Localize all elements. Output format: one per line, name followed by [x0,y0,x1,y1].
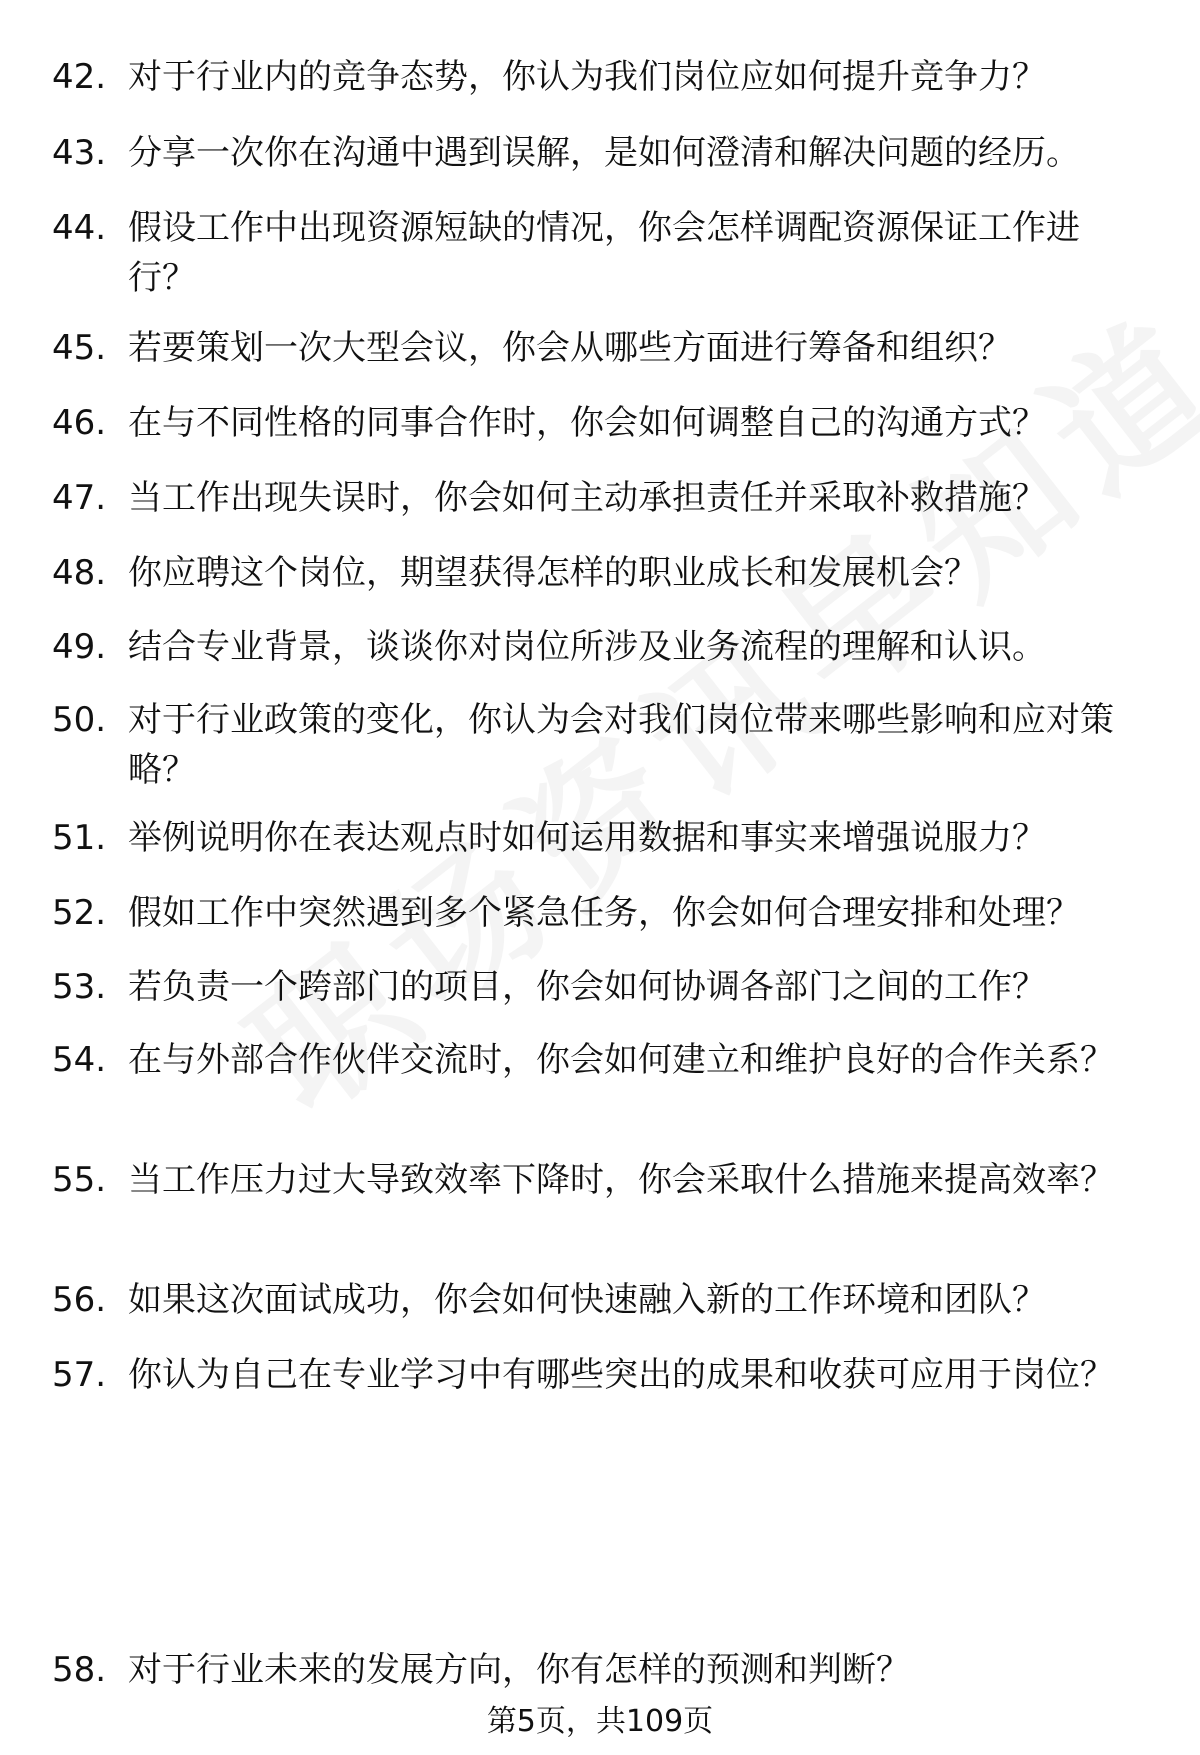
question-number: 56. [52,1280,107,1320]
question-text: 假设工作中出现资源短缺的情况，你会怎样调配资源保证工作进行？ [128,208,1080,298]
question-text: 你应聘这个岗位，期望获得怎样的职业成长和发展机会？ [128,553,978,593]
question-number: 45. [52,328,107,368]
question-number: 46. [52,403,107,443]
question-text: 如果这次面试成功，你会如何快速融入新的工作环境和团队？ [128,1280,1046,1320]
question-number: 47. [52,478,107,518]
question-number: 54. [52,1040,107,1080]
question-number: 51. [52,818,107,858]
question-text: 对于行业未来的发展方向，你有怎样的预测和判断？ [128,1650,910,1690]
question-number: 42. [52,57,107,97]
question-text: 结合专业背景，谈谈你对岗位所涉及业务流程的理解和认识。 [128,627,1046,667]
question-text: 若负责一个跨部门的项目，你会如何协调各部门之间的工作？ [128,967,1046,1007]
question-text: 当工作压力过大导致效率下降时，你会采取什么措施来提高效率？ [128,1160,1114,1200]
question-number: 48. [52,553,107,593]
question-number: 50. [52,700,107,740]
question-number: 43. [52,133,107,173]
question-text: 假如工作中突然遇到多个紧急任务，你会如何合理安排和处理？ [128,893,1080,933]
page-footer: 第5页，共109页 [486,1704,714,1739]
question-text: 分享一次你在沟通中遇到误解，是如何澄清和解决问题的经历。 [128,133,1080,173]
question-number: 53. [52,967,107,1007]
question-number: 55. [52,1160,107,1200]
question-number: 49. [52,627,107,667]
question-number: 44. [52,208,107,248]
question-text: 你认为自己在专业学习中有哪些突出的成果和收获可应用于岗位？ [128,1355,1114,1395]
question-number: 52. [52,893,107,933]
question-text: 若要策划一次大型会议，你会从哪些方面进行筹备和组织？ [128,328,1012,368]
question-number: 58. [52,1650,107,1690]
question-text: 对于行业政策的变化，你认为会对我们岗位带来哪些影响和应对策略？ [128,700,1114,790]
question-number: 57. [52,1355,107,1395]
question-text: 在与不同性格的同事合作时，你会如何调整自己的沟通方式？ [128,403,1046,443]
question-text: 在与外部合作伙伴交流时，你会如何建立和维护良好的合作关系？ [128,1040,1114,1080]
question-text: 对于行业内的竞争态势，你认为我们岗位应如何提升竞争力？ [128,57,1046,97]
question-text: 当工作出现失误时，你会如何主动承担责任并采取补救措施？ [128,478,1046,518]
question-text: 举例说明你在表达观点时如何运用数据和事实来增强说服力？ [128,818,1046,858]
